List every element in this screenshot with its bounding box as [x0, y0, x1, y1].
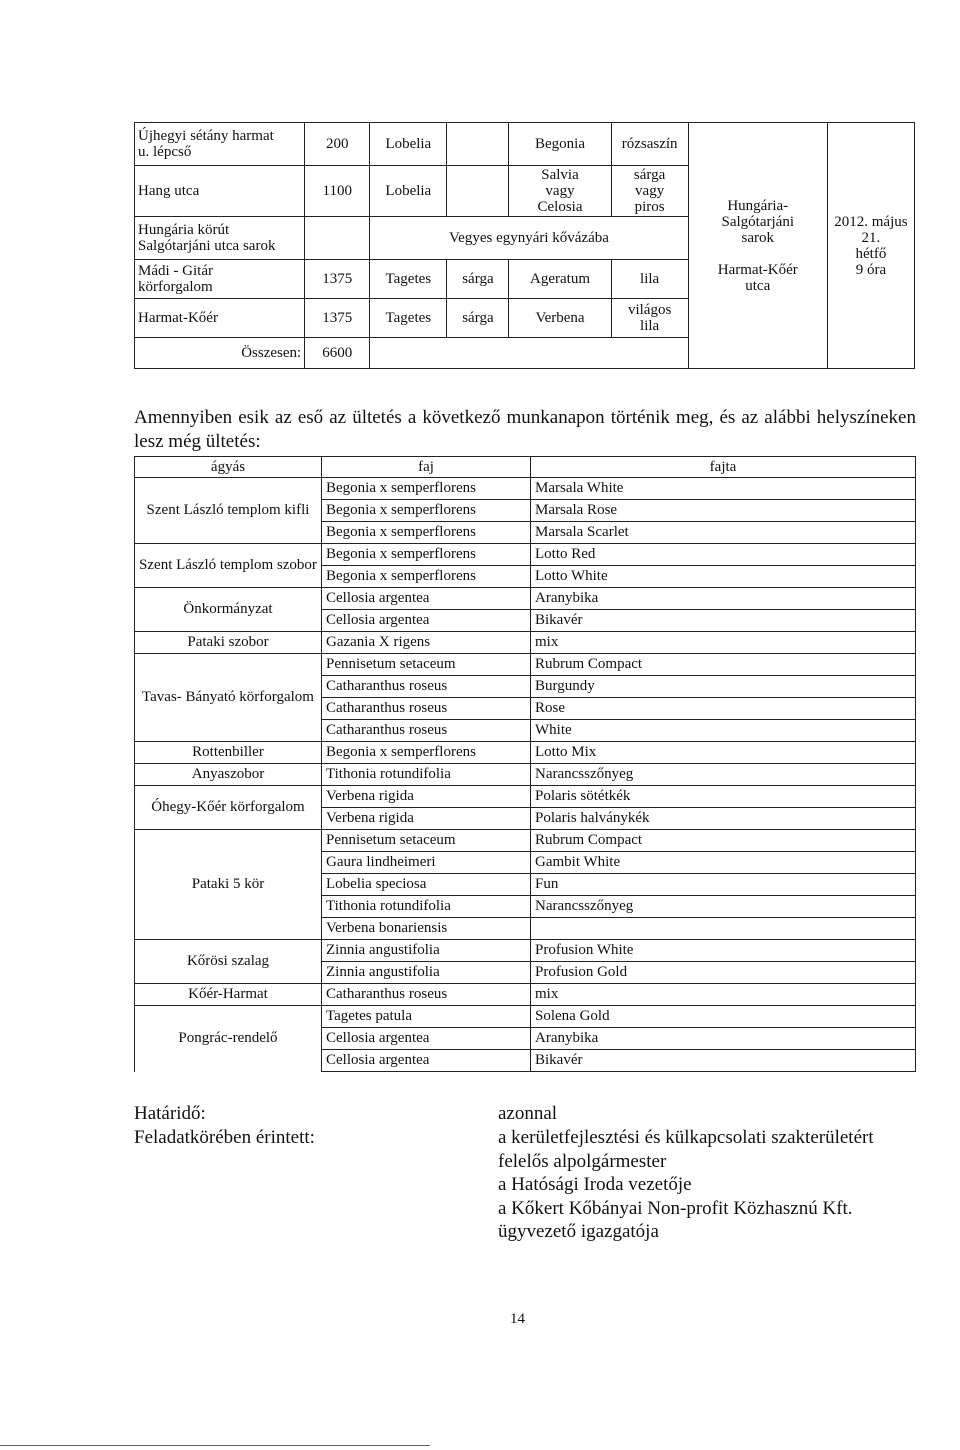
plant-cell: Lobelia — [370, 123, 447, 166]
header-variety: fajta — [531, 457, 916, 478]
variety-cell: Bikavér — [531, 1050, 916, 1072]
location-cell: Hang utca — [135, 166, 305, 217]
species-cell: Catharanthus roseus — [322, 676, 531, 698]
plant-cell: Ageratum — [509, 260, 611, 299]
variety-cell: Bikavér — [531, 610, 916, 632]
variety-cell — [531, 918, 916, 940]
species-cell: Cellosia argentea — [322, 1028, 531, 1050]
table-row — [135, 786, 916, 808]
variety-cell: Rubrum Compact — [531, 830, 916, 852]
bed-name-cell: Kőrösi szalag — [135, 940, 322, 984]
alternate-sites-table — [134, 456, 916, 1072]
variety-cell: Marsala Rose — [531, 500, 916, 522]
location-cell: Mádi - Gitár körforgalom — [135, 260, 305, 299]
plant-cell: Lobelia — [370, 166, 447, 217]
bottom-rule — [0, 1445, 430, 1446]
color-cell: világos lila — [611, 299, 688, 338]
species-cell: Begonia x semperflorens — [322, 742, 531, 764]
species-cell: Begonia x semperflorens — [322, 522, 531, 544]
bed-name-cell: Anyaszobor — [135, 764, 322, 786]
location-cell: Hungária körút Salgótarjáni utca sarok — [135, 217, 305, 260]
species-cell: Begonia x semperflorens — [322, 566, 531, 588]
variety-cell: mix — [531, 632, 916, 654]
species-cell: Verbena rigida — [322, 808, 531, 830]
variety-cell: Lotto White — [531, 566, 916, 588]
species-cell: Tithonia rotundifolia — [322, 896, 531, 918]
total-label: Összesen: — [135, 338, 305, 369]
variety-cell: Narancsszőnyeg — [531, 764, 916, 786]
header-bed: ágyás — [135, 457, 322, 478]
species-cell: Lobelia speciosa — [322, 874, 531, 896]
plant-cell: Salvia vagy Celosia — [509, 166, 611, 217]
total-value: 6600 — [305, 338, 370, 369]
table-row — [135, 984, 916, 1006]
planting-date-cell: 2012. május 21. hétfő 9 óra — [827, 123, 914, 369]
location-cell: Újhegyi sétány harmat u. lépcső — [135, 123, 305, 166]
variety-cell: Gambit White — [531, 852, 916, 874]
empty-cell — [370, 338, 688, 369]
bed-name-cell: Rottenbiller — [135, 742, 322, 764]
bed-name-cell: Tavas- Bányató körforgalom — [135, 654, 322, 742]
planting-location-cell: Hungária- Salgótarjáni sarok Harmat-Kőér utca — [688, 123, 827, 369]
quantity-cell: 1375 — [305, 260, 370, 299]
variety-cell: Profusion White — [531, 940, 916, 962]
species-cell: Tithonia rotundifolia — [322, 764, 531, 786]
responsible-line: a kerületfejlesztési és külkapcsolati szakterületért — [498, 1127, 874, 1148]
variety-cell: Rubrum Compact — [531, 654, 916, 676]
species-cell: Tagetes patula — [322, 1006, 531, 1028]
species-cell: Verbena bonariensis — [322, 918, 531, 940]
variety-cell: Polaris halványkék — [531, 808, 916, 830]
plant-cell: Verbena — [509, 299, 611, 338]
responsible-list — [498, 1126, 928, 1244]
variety-cell: Rose — [531, 698, 916, 720]
deadline-label: Határidő: — [134, 1103, 206, 1124]
variety-cell: White — [531, 720, 916, 742]
variety-cell: Marsala Scarlet — [531, 522, 916, 544]
responsible-label: Feladatkörében érintett: — [134, 1127, 315, 1148]
species-cell: Gaura lindheimeri — [322, 852, 531, 874]
table-row — [135, 742, 916, 764]
table-row — [135, 588, 916, 610]
responsible-line: ügyvezető igazgatója — [498, 1221, 659, 1242]
responsible-line: felelős alpolgármester — [498, 1150, 667, 1172]
bed-name-cell: Szent László templom kifli — [135, 478, 322, 544]
variety-cell: Burgundy — [531, 676, 916, 698]
table-row — [135, 830, 916, 852]
variety-cell: Narancsszőnyeg — [531, 896, 916, 918]
color-cell: sárga vagy piros — [611, 166, 688, 217]
species-cell: Cellosia argentea — [322, 588, 531, 610]
species-cell: Zinnia angustifolia — [322, 940, 531, 962]
table-header-row — [135, 457, 916, 478]
plant-cell: Begonia — [509, 123, 611, 166]
table-row — [135, 478, 916, 500]
species-cell: Catharanthus roseus — [322, 698, 531, 720]
color-cell: sárga — [447, 260, 509, 299]
species-cell: Verbena rigida — [322, 786, 531, 808]
species-cell: Catharanthus roseus — [322, 984, 531, 1006]
variety-cell: Fun — [531, 874, 916, 896]
bed-name-cell: Szent László templom szobor — [135, 544, 322, 588]
planting-schedule-table — [134, 122, 915, 369]
variety-cell: Marsala White — [531, 478, 916, 500]
bed-name-cell: Óhegy-Kőér körforgalom — [135, 786, 322, 830]
species-cell: Begonia x semperflorens — [322, 500, 531, 522]
deadline-value: azonnal — [498, 1103, 558, 1124]
color-cell: rózsaszín — [611, 123, 688, 166]
variety-cell: Aranybika — [531, 588, 916, 610]
quantity-cell: 1100 — [305, 166, 370, 217]
header-species: faj — [322, 457, 531, 478]
species-cell: Zinnia angustifolia — [322, 962, 531, 984]
location-cell: Harmat-Kőér — [135, 299, 305, 338]
table-row — [135, 940, 916, 962]
species-cell: Pennisetum setaceum — [322, 654, 531, 676]
table-row — [135, 764, 916, 786]
bed-name-cell: Kőér-Harmat — [135, 984, 322, 1006]
table-row — [135, 654, 916, 676]
quantity-cell — [305, 217, 370, 260]
bed-name-cell: Önkormányzat — [135, 588, 322, 632]
species-cell: Gazania X rigens — [322, 632, 531, 654]
variety-cell: Lotto Red — [531, 544, 916, 566]
plant-cell: Tagetes — [370, 299, 447, 338]
quantity-cell: 1375 — [305, 299, 370, 338]
color-cell: sárga — [447, 299, 509, 338]
variety-cell: Profusion Gold — [531, 962, 916, 984]
variety-cell: Polaris sötétkék — [531, 786, 916, 808]
bed-name-cell: Pataki szobor — [135, 632, 322, 654]
page-number: 14 — [510, 1311, 525, 1327]
variety-cell: mix — [531, 984, 916, 1006]
species-cell: Cellosia argentea — [322, 610, 531, 632]
color-cell — [447, 123, 509, 166]
intro-paragraph: Amennyiben esik az eső az ültetés a következő munkanapon történik meg, és az alábbi helyszíneken lesz még ültetés: — [134, 407, 916, 452]
species-cell: Begonia x semperflorens — [322, 544, 531, 566]
variety-cell: Aranybika — [531, 1028, 916, 1050]
table-row — [135, 1006, 916, 1028]
species-cell: Begonia x semperflorens — [322, 478, 531, 500]
table-row — [135, 544, 916, 566]
bed-name-cell: Pataki 5 kör — [135, 830, 322, 940]
color-cell: lila — [611, 260, 688, 299]
table-row — [135, 632, 916, 654]
plant-cell: Tagetes — [370, 260, 447, 299]
responsible-line: a Hatósági Iroda vezetője — [498, 1174, 692, 1195]
variety-cell: Solena Gold — [531, 1006, 916, 1028]
schedule-row — [135, 123, 915, 166]
responsible-line: a Kőkert Kőbányai Non-profit Közhasznú Kft. — [498, 1197, 853, 1219]
color-cell — [447, 166, 509, 217]
quantity-cell: 200 — [305, 123, 370, 166]
mixed-planting-cell: Vegyes egynyári kővázába — [370, 217, 688, 260]
species-cell: Cellosia argentea — [322, 1050, 531, 1072]
variety-cell: Lotto Mix — [531, 742, 916, 764]
species-cell: Pennisetum setaceum — [322, 830, 531, 852]
bed-name-cell: Pongrác-rendelő — [135, 1006, 322, 1072]
species-cell: Catharanthus roseus — [322, 720, 531, 742]
